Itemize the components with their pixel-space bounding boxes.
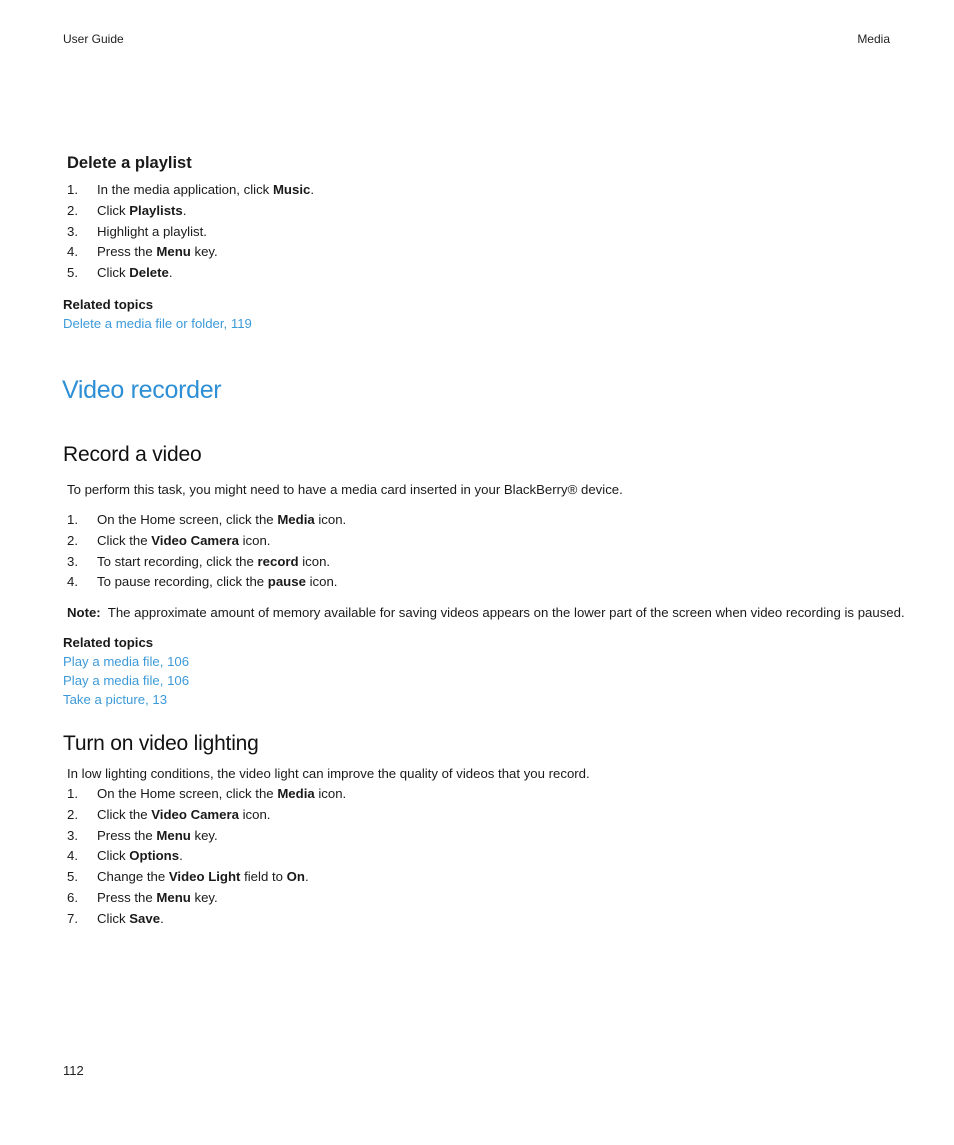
note-text: The approximate amount of memory available for saving videos appears on the lower part of the screen when video recording is paused. — [107, 605, 905, 620]
step-text: icon. — [298, 553, 331, 569]
step-text: . — [182, 202, 187, 218]
list-item — [67, 826, 346, 847]
step-bold-term: Menu — [156, 889, 191, 905]
step-number: 1. — [67, 786, 78, 801]
step-text: icon. — [238, 532, 271, 548]
lighting-intro: In low lighting conditions, the video light can improve the quality of videos that you record. — [67, 766, 590, 781]
step-text: Press the — [97, 244, 157, 260]
list-item — [67, 201, 314, 222]
step-text: icon. — [305, 574, 338, 590]
list-item — [67, 784, 346, 805]
step-text: Press the — [97, 827, 157, 843]
step-bold-term: pause — [267, 574, 306, 590]
header-right: Media — [857, 32, 890, 46]
step-bold-term: Media — [277, 786, 315, 801]
step-number: 4. — [67, 848, 78, 864]
step-number: 3. — [67, 553, 78, 569]
list-item — [67, 572, 346, 593]
list-item — [67, 222, 314, 243]
step-text: Press the — [97, 889, 157, 905]
step-text: . — [310, 182, 314, 197]
step-text: icon. — [314, 786, 347, 801]
step-text: . — [168, 265, 173, 281]
step-text: Click — [97, 202, 130, 218]
step-bold-term: Delete — [129, 265, 169, 281]
step-bold-term: Menu — [156, 244, 191, 260]
step-bold-term: Video Light — [168, 869, 241, 885]
step-number: 5. — [67, 869, 78, 885]
playlist-related — [63, 295, 252, 333]
playlist-section-title: Delete a playlist — [67, 154, 192, 172]
related-topics-title: Related topics — [63, 635, 154, 650]
step-bold-term: Video Camera — [151, 806, 239, 822]
step-text: key. — [190, 244, 218, 260]
step-bold-term: Save — [129, 910, 161, 926]
step-number: 2. — [67, 532, 78, 548]
step-text: Click — [97, 265, 130, 281]
step-number: 7. — [67, 910, 78, 926]
header-left: User Guide — [63, 32, 124, 46]
playlist-steps — [67, 180, 314, 284]
step-text: Click the — [97, 532, 152, 548]
step-text: Highlight a playlist. — [97, 223, 207, 239]
step-text: field to — [240, 869, 287, 885]
step-text: . — [160, 910, 164, 926]
related-topic-link[interactable]: Take a picture, 13 — [63, 692, 168, 707]
step-text: icon. — [314, 512, 347, 527]
list-item — [67, 867, 346, 888]
related-topic-link[interactable]: Play a media file, 106 — [63, 654, 190, 669]
step-text: Click — [97, 848, 130, 864]
step-text: icon. — [238, 806, 271, 822]
page-number: 112 — [63, 1063, 84, 1078]
list-item — [67, 242, 314, 263]
list-item — [67, 846, 346, 867]
lighting-steps — [67, 784, 346, 930]
step-text: To pause recording, click the — [97, 574, 268, 590]
record-related — [63, 633, 189, 709]
step-text: To start recording, click the — [97, 553, 258, 569]
step-bold-term: record — [257, 553, 299, 569]
step-number: 3. — [67, 223, 78, 239]
step-text: On the Home screen, click the — [97, 786, 278, 801]
step-number: 6. — [67, 889, 78, 905]
step-number: 3. — [67, 827, 78, 843]
record-intro: To perform this task, you might need to have a media card inserted in your BlackBerry® device. — [67, 482, 623, 497]
list-item — [67, 263, 314, 284]
note-label: Note: — [67, 605, 101, 620]
related-topics-title: Related topics — [63, 297, 154, 312]
related-topic-link[interactable]: Play a media file, 106 — [63, 673, 190, 688]
step-text: Click — [97, 910, 130, 926]
record-steps — [67, 510, 346, 593]
record-section-title: Record a video — [63, 443, 202, 466]
step-number: 2. — [67, 202, 78, 218]
list-item — [67, 909, 346, 930]
record-note — [67, 603, 905, 624]
step-bold-term: Music — [272, 182, 311, 197]
step-bold-term: Video Camera — [151, 532, 239, 548]
step-bold-term: Options — [129, 848, 180, 864]
step-text: In the media application, click — [97, 182, 273, 197]
step-text: key. — [190, 827, 218, 843]
step-number: 1. — [67, 182, 78, 197]
step-text: key. — [190, 889, 218, 905]
step-bold-term: Media — [277, 512, 315, 527]
step-number: 2. — [67, 806, 78, 822]
related-topic-link[interactable]: Delete a media file or folder, 119 — [63, 316, 252, 331]
list-item — [67, 510, 346, 531]
step-bold-term: Menu — [156, 827, 191, 843]
step-bold-term: On — [286, 869, 305, 885]
step-bold-term: Playlists — [129, 202, 183, 218]
step-number: 4. — [67, 244, 78, 260]
list-item — [67, 531, 346, 552]
step-text: Click the — [97, 806, 152, 822]
chapter-title: Video recorder — [62, 376, 222, 404]
step-text: On the Home screen, click the — [97, 512, 278, 527]
step-text: . — [179, 848, 183, 864]
step-text: . — [304, 869, 309, 885]
list-item — [67, 888, 346, 909]
list-item — [67, 805, 346, 826]
step-number: 1. — [67, 512, 78, 527]
step-number: 4. — [67, 574, 78, 590]
list-item — [67, 552, 346, 573]
step-number: 5. — [67, 265, 78, 281]
lighting-section-title: Turn on video lighting — [63, 732, 259, 755]
step-text: Change the — [97, 869, 169, 885]
list-item — [67, 180, 314, 201]
